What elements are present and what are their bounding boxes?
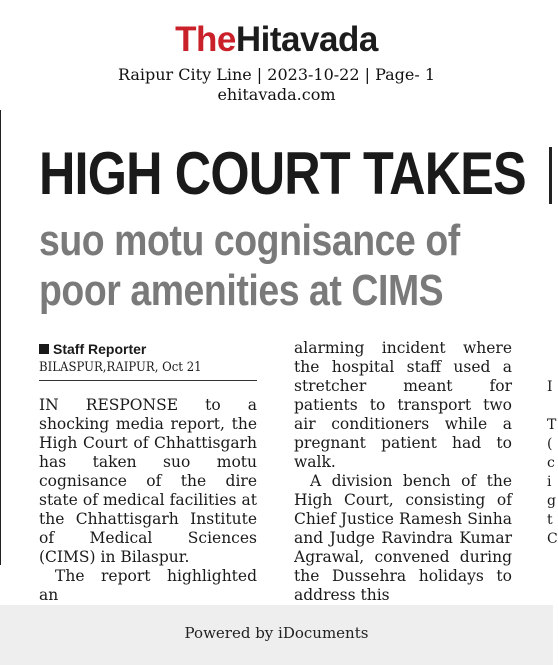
article-column-2 bbox=[294, 339, 512, 624]
logo-prefix: The bbox=[175, 20, 236, 59]
adjacent-article-fragment: t bbox=[547, 512, 553, 528]
subheadline bbox=[39, 216, 460, 316]
column-rule-left bbox=[0, 110, 1, 565]
adjacent-article-fragment: i bbox=[547, 474, 552, 490]
headline: HIGH COURT TAKES bbox=[39, 140, 526, 207]
paragraph: The report highlighted an bbox=[39, 567, 257, 604]
byline-rule bbox=[39, 380, 257, 381]
edition-line: Raipur City Line | 2023-10-22 | Page- 1 bbox=[117, 65, 436, 84]
adjacent-article-fragment: c bbox=[547, 455, 555, 471]
dateline: BILASPUR,RAIPUR, Oct 21 bbox=[39, 360, 202, 375]
footer bbox=[0, 605, 553, 665]
adjacent-article-fragment: I bbox=[547, 379, 553, 395]
column-rule-right bbox=[549, 147, 552, 204]
subheadline-line-1: suo motu cognisance of bbox=[39, 216, 460, 265]
adjacent-article-fragment: T bbox=[547, 417, 557, 433]
masthead bbox=[0, 20, 553, 105]
subheadline-line-2: poor amenities at CIMS bbox=[39, 266, 444, 315]
newspaper-logo bbox=[0, 20, 553, 60]
site-link[interactable]: ehitavada.com bbox=[217, 85, 336, 104]
adjacent-article-fragment: ( bbox=[547, 436, 553, 452]
adjacent-article-fragment: C bbox=[547, 531, 558, 547]
powered-by-text: Powered by iDocuments bbox=[184, 624, 369, 642]
byline bbox=[39, 340, 146, 358]
square-bullet-icon bbox=[39, 344, 49, 354]
adjacent-article-fragment: g bbox=[547, 493, 556, 509]
paragraph: A division bench of the High Court, consisting of Chief Justice Ramesh Sinha and Judge Ravindra Kumar Agrawal, convened during the Dussehra holidays to address this bbox=[294, 472, 512, 604]
paragraph: IN RESPONSE to a shocking media report, the High Court of Chhattisgarh has taken suo motu cognisance of the dire state of medical facilities at the Chhattisgarh Institute of Medical Sciences (CIMS) in Bilaspur. bbox=[39, 396, 257, 566]
paragraph: alarming incident where the hospital staff used a stretcher meant for patients to transport two air conditioners while a pregnant patient had to walk. bbox=[294, 339, 512, 471]
article-column-1 bbox=[39, 396, 257, 605]
byline-author: Staff Reporter bbox=[53, 341, 147, 357]
logo-name: Hitavada bbox=[235, 20, 378, 59]
